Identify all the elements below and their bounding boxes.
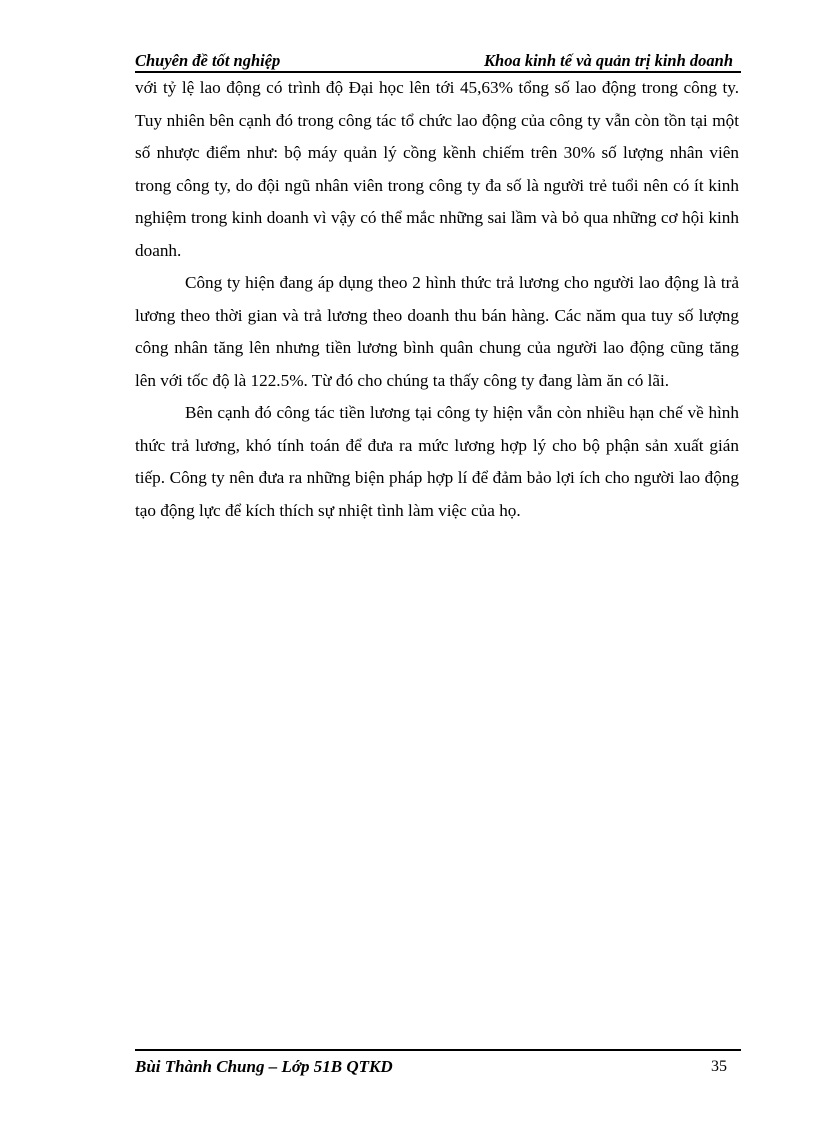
header-faculty: Khoa kinh tế và quản trị kinh doanh [484, 51, 733, 70]
document-body [135, 72, 739, 527]
paragraph-2: Công ty hiện đang áp dụng theo 2 hình thức trả lương cho người lao động là trả lương theo thời gian và trả lương theo doanh thu bán hàng. Các năm qua tuy số lượng công nhân tăng lên nhưng tiền lương bình quân chung của người lao động cũng tăng lên với tốc độ là 122.5%. Từ đó cho chúng ta thấy công ty đang làm ăn có lãi. [135, 273, 739, 390]
footer-author: Bùi Thành Chung – Lớp 51B QTKD [135, 1057, 393, 1076]
paragraph-3: Bên cạnh đó công tác tiền lương tại công ty hiện vẫn còn nhiều hạn chế về hình thức trả lương, khó tính toán để đưa ra mức lương hợp lý cho bộ phận sản xuất gián tiếp. Công ty nên đưa ra những biện pháp hợp lí để đảm bảo lợi ích cho người lao động tạo động lực để kích thích sự nhiệt tình làm việc của họ. [135, 403, 739, 520]
page-header [135, 49, 741, 73]
page-number: 35 [711, 1058, 727, 1075]
header-thesis-title: Chuyên đề tốt nghiệp [135, 51, 281, 70]
paragraph-1: với tỷ lệ lao động có trình độ Đại học lên tới 45,63% tổng số lao động trong công ty. Tuy nhiên bên cạnh đó trong công tác tổ chức lao động của công ty vẫn còn tồn tại một số nhược điểm như: bộ máy quản lý cồng kềnh chiếm trên 30% số lượng nhân viên trong công ty, do đội ngũ nhân viên trong công ty đa số là người trẻ tuổi nên có ít kinh nghiệm trong kinh doanh vì vậy có thể mắc những sai lầm và bỏ qua những cơ hội kinh doanh. [135, 78, 739, 260]
page-footer [135, 1049, 741, 1081]
